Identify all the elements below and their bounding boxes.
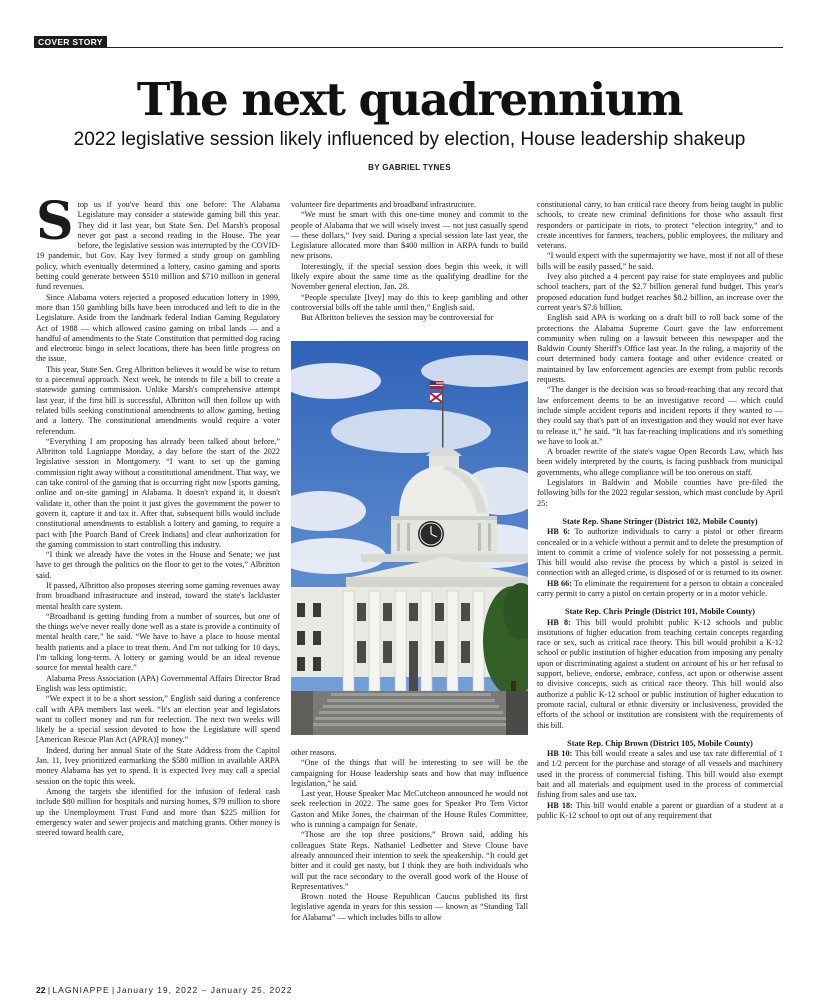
issue-dates: January 19, 2022 – January 25, 2022 (116, 985, 293, 995)
paragraph: If passed, Albritton also proposes steering some gaming revenues away from broadband infrastructure and instead, toward the state's lackluster mental health care system. (36, 580, 280, 611)
bill-number: HB 66: (547, 578, 572, 588)
bill-number: HB 6: (547, 527, 571, 537)
paragraph: Interestingly, if the special session does begin this week, it will likely expire about the same time as the qualifying deadline for the November general election, Jan. 28. (291, 261, 528, 292)
page-number: 22 (36, 985, 46, 995)
paragraph: This year, State Sen. Greg Albritton believes it would be wise to return to a piecemeal approach. Next week, he intends to file a bill to create a statewide gaming commission. Unlike Marsh's comprehensive attempt last year, if the first bill is successful, Albritton will then follow up with related bills seeking constitutional amendments to allow gaming, betting and a lottery. The constitutional amendments would require a voter referendum. (36, 364, 280, 436)
legislator-heading: State Rep. Shane Stringer (District 102, Mobile County) (562, 516, 758, 526)
paragraph: “People speculate [Ivey] may do this to keep gambling and other controversial bills off the table until then,” English said. (291, 292, 528, 312)
paragraph: Brown noted the House Republican Caucus published its first legislative agenda in years for this session — known as “Standing Tall for Alabama” — which includes bills to allow (291, 892, 528, 922)
bill-entry: HB 18: This bill would enable a parent or guardian of a student at a public K-12 school to opt out of any requirement that (537, 800, 783, 820)
footer-separator: | (112, 985, 115, 995)
paragraph: But Albritton believes the session may be controversial for (301, 313, 494, 323)
headline: The next quadrennium (136, 73, 683, 126)
paragraph: English said APA is working on a draft bill to roll back some of the protections the Alabama Supreme Court gave the law enforcement community when ruling on a lawsuit between this newspaper and the Baldwin County Sheriff's Office last year. In the ruling, a majority of the court determined body camera footage and other evidence created or maintained by law enforcement agencies are exempt from public records requests. (537, 313, 783, 385)
paragraph: Ivey also pitched a 4 percent pay raise for state employees and public school teachers, part of the $2.7 billion general fund budget. This year's proposed education fund budget reaches $8.2 billion, an increase over the current year's $7.6 billion. (537, 272, 783, 312)
drop-cap: S (36, 200, 74, 252)
bill-number: HB 10: (547, 749, 573, 759)
paragraph: A broader rewrite of the state's vague Open Records Law, which has been widely interpreted by the courts, is facing pushback from municipal governments, who allege compliance will be too onerous on staff. (537, 447, 783, 477)
paragraph: Legislators in Baldwin and Mobile counties have pre-filed the following bills for the 2022 regular session, which must conclude by April 25: (537, 478, 783, 508)
paragraph: “The danger is the decision was so broad-reaching that any record that law enforcement deems to be an investigative record — which could include simple accident reports and incident reports if they wanted to — they could say that's part of an investigation and they would not ever have to release it,” he said. “It has far-reaching implications and it's something we have to look at.” (537, 385, 783, 446)
legislator-heading: State Rep. Chip Brown (District 105, Mobile County) (567, 738, 753, 748)
paragraph: “I think we already have the votes in the House and Senate; we just have to get through the politics on the floor to get to the votes,” Albritton said. (36, 550, 280, 580)
header-rule (34, 47, 783, 48)
legislator-heading: State Rep. Chris Pringle (District 101, Mobile County) (565, 607, 755, 617)
paragraph: other reasons. (291, 748, 337, 757)
bill-entry: HB 10: This bill would create a sales and use tax rate differential of 1 and 1/2 percent for the purchase and storage of all vessels and machinery used in the process of commercial fishing. This bill would also exempt bait and all materials and equipment used in the process of commercial fishing from sales and use tax. (537, 749, 783, 800)
page-footer (36, 985, 292, 995)
bill-entry: HB 6: To authorize individuals to carry a pistol or other firearm concealed or in a vehicle without a permit and to delete the presumption of intent to commit a crime of violence solely for not possessing a permit. This bill would also revise the process by which a pistol is seized in connection with an alleged crime, is disposed of or is returned to its owner. (537, 527, 783, 578)
bill-entry: HB 8: This bill would prohibit public K-12 schools and public institutions of higher education from teaching certain concepts regarding race or sex, such as critical race theory. This bill would prohibit a K-12 school or public institution of higher education from imposing any penalty upon or discriminating against a student on account of his or her refusal to support, believe, endorse, embrace, confess, act upon or otherwise assent to divisive concepts, such as critical race theory. This bill would also authorize a public K-12 school or public institution of higher education to promote racial, cultural or ethnic diversity or inclusiveness, provided the efforts of the school or institution are consistent with the requirements of this bill. (537, 617, 783, 730)
paragraph: “I would expect with the supermajority we have, most if not all of these bills will be easily passed,” he said. (537, 251, 783, 271)
paragraph: Alabama Press Association (APA) Governmental Affairs Director Brad English was less optimistic. (36, 673, 280, 693)
paragraph: Stop us if you've heard this one before: The Alabama Legislature may consider a statewide gaming bill this year. They did it last year, but State Sen. Del Marsh's proposal never got past a second reading in the House. The year before, the legislative session was interrupted by the COVID-19 pandemic, but Gov. Kay Ivey formed a study group on gambling policy, which eventually determined a lottery, casino gaming and sports betting could generate between $510 million and $710 million in general fund revenues. (36, 200, 280, 292)
paragraph: Since Alabama voters rejected a proposed education lottery in 1999, more than 150 gambling bills have been introduced and left to die in the Legislature. Aside from the landmark federal Indian Gaming Regulatory Act of 1988 — which allowed casino gaming on tribal lands — and a handful of amendments to the State Constitution that permitted dog racing and electronic bingo in select locations, there has been little progress on the issue. (36, 292, 280, 364)
section-header (34, 36, 783, 48)
paragraph: “Everything I am proposing has already been talked about before,” Albritton told Lagniappe Monday, a day before the start of the 2022 legislative session in Montgomery. “I want to set up the gaming commission right away without a constitutional amendment. That way, we can take control of the gaming that is occurring right now [sports gaming, online and on-site gaming] in Alabama. It doesn't expand it, it doesn't validate it, other than the point it just gives the government the power to govern it, capture it and tax it. After that, subsequent bills would include constitutional amendments to establish a lottery and gaming, to require a pact with [the Poarch Band of Creek Indians] and clear authorization for the gaming commission to start controlling this industry. (36, 436, 280, 549)
paragraph: Last year, House Speaker Mac McCutcheon announced he would not seek reelection in 2022. The same goes for Speaker Pro Tem Victor Gaston and Mike Jones, the chairman of the House Rules Committee, who is running a campaign for Senate. (291, 789, 528, 830)
article-column-3 (537, 200, 783, 938)
byline: BY GABRIEL TYNES (368, 163, 451, 172)
publication-name: LAGNIAPPE (52, 985, 110, 995)
footer-separator: | (47, 985, 51, 995)
bill-number: HB 8: (547, 617, 571, 627)
deck-subtitle: 2022 legislative session likely influenced by election, House leadership shakeup (73, 129, 746, 150)
paragraph: Among the targets she identified for the infusion of federal cash include $80 million for hospitals and nursing homes, $79 million to shore up the Unemployment Trust Fund and more than $225 million for emergency water and sewer projects and matching grants. Other money is steered toward health care, (36, 786, 280, 838)
paragraph: “We must be smart with this one-time money and commit to the people of Alabama that we will wisely invest — not just casually spend — these dollars,” Ivey said. During a special session late last year, the Legislature allocated more than $400 million in ARPA funds to build new prisons. (291, 210, 528, 261)
paragraph: “Broadband is getting funding from a number of sources, but one of the things we've never really done well as a state is provide a continuity of mental health care,” he said. “We have to have a place to house mental health patients and a place to treat them. And I'm not talking for 10 days, I'm talking long-term. A lottery or gaming would be an ideal revenue source for mental health care.” (36, 611, 280, 673)
paragraph: “One of the things that will be interesting to see will be the campaigning for House leadership seats and how that may influence legislation,” he said. (291, 758, 528, 788)
paragraph: “We expect it to be a short session,” English said during a conference call with APA members last week. “It's an election year and legislators want to collect money and run for reelection. The next two weeks will likely be a special session devoted to how the Legislature will spend [American Rescue Plan Act (APRA)] money.” (36, 694, 280, 745)
article-column-2-top (291, 200, 528, 330)
bill-number: HB 18: (547, 800, 573, 810)
paragraph: constitutional carry, to ban critical race theory from being taught in public schools, to create new criminal definitions for those who assault first responders or participate in riots, to protect “election integrity,” and to create incentives for farmers, teachers, public employees, the military and veterans. (537, 200, 783, 251)
article-column-2-bottom (291, 748, 528, 938)
bill-entry: HB 66: To eliminate the requirement for a person to obtain a concealed carry permit to carry a pistol on certain property or in a motor vehicle. (537, 578, 783, 598)
paragraph: “Those are the top three positions,” Brown said, adding his colleagues State Reps. Nathaniel Ledbetter and Steve Clouse have already announced their intention to seek the speakership. “It could get bitter and it could get nasty, but I think they are both individuals who will put the race secondary to the overall good work of the House of Representatives.” (291, 830, 528, 891)
section-kicker: COVER STORY (34, 36, 107, 48)
article-column-1 (36, 200, 280, 938)
paragraph: volunteer fire departments and broadband infrastructure. (291, 200, 477, 209)
paragraph: Indeed, during her annual State of the State Address from the Capitol Jan. 11, Ivey prioritized earmarking the $580 million in available ARPA money Alabama has yet to spend. It is expected Ivey may call a special session on the topic this week. (36, 745, 280, 786)
capitol-photo (291, 341, 528, 735)
